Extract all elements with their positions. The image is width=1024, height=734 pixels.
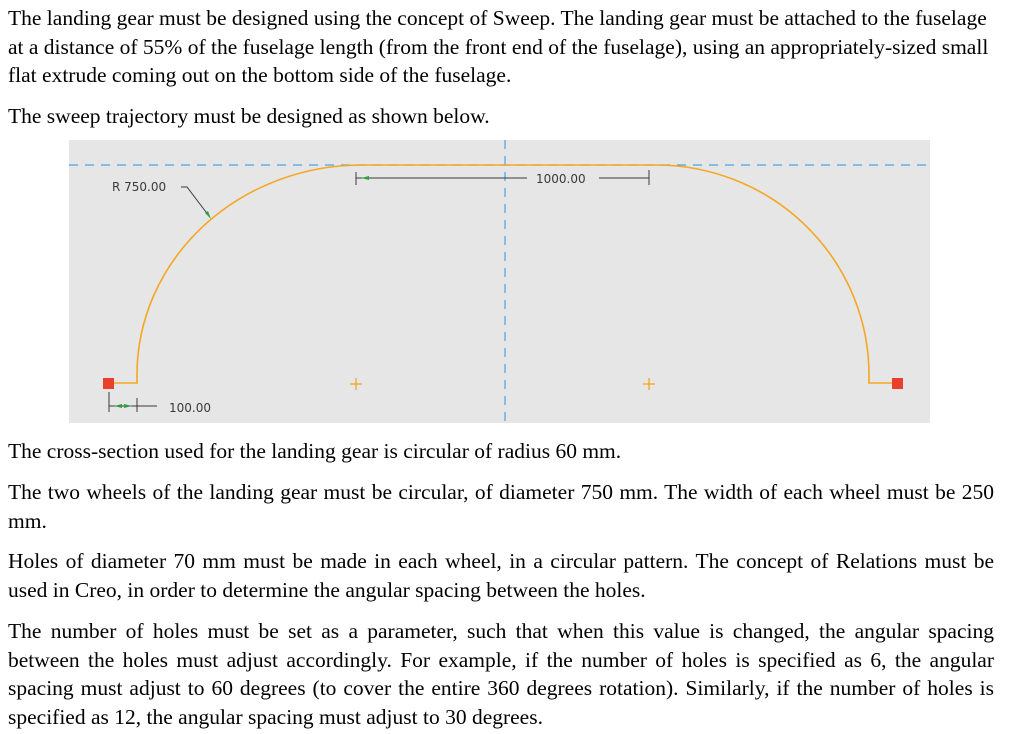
width-dimension <box>356 170 649 185</box>
leg-arrow-left <box>114 404 122 408</box>
width-dimension-label: 1000.00 <box>536 172 586 186</box>
start-point-marker <box>103 378 114 389</box>
end-point-marker <box>892 378 903 389</box>
radius-leader <box>181 187 209 216</box>
sweep-trajectory-sketch <box>69 140 930 423</box>
leg-arrow-right <box>124 404 132 408</box>
parameter-paragraph: The number of holes must be set as a parameter, such that when this value is changed, the angular spacing between the holes must adjust accordingly. For example, if the number of holes is specified as 6, the angular spacing must adjust to 60 degrees (to cover the entire 360 degrees rotation). Similarly, if the number of holes is specified as 12, the angular spacing must adjust to 30 degrees. <box>8 619 994 729</box>
leg-dimension <box>109 392 157 412</box>
wheels-paragraph: The two wheels of the landing gear must be circular, of diameter 750 mm. The width of each wheel must be 250 mm. <box>8 480 994 533</box>
leg-dimension-label: 100.00 <box>169 401 211 415</box>
trajectory-caption: The sweep trajectory must be designed as shown below. <box>8 104 490 128</box>
cross-section-paragraph: The cross-section used for the landing gear is circular of radius 60 mm. <box>8 439 622 463</box>
right-arc-center-marker <box>643 378 655 390</box>
radius-dimension-label: R 750.00 <box>112 180 167 194</box>
sweep-trajectory-path <box>109 165 897 383</box>
intro-paragraph: The landing gear must be designed using the concept of Sweep. The landing gear must be attached to the fuselage at a distance of 55% of the fuselage length (from the front end of the fuselage), using an appropriately-sized small flat extrude coming out on the bottom side of the fuselage. <box>8 6 989 87</box>
width-arrow-left <box>361 176 369 180</box>
left-arc-center-marker <box>350 378 362 390</box>
holes-paragraph: Holes of diameter 70 mm must be made in each wheel, in a circular pattern. The concept of Relations must be used in Creo, in order to determine the angular spacing between the holes. <box>8 549 994 602</box>
